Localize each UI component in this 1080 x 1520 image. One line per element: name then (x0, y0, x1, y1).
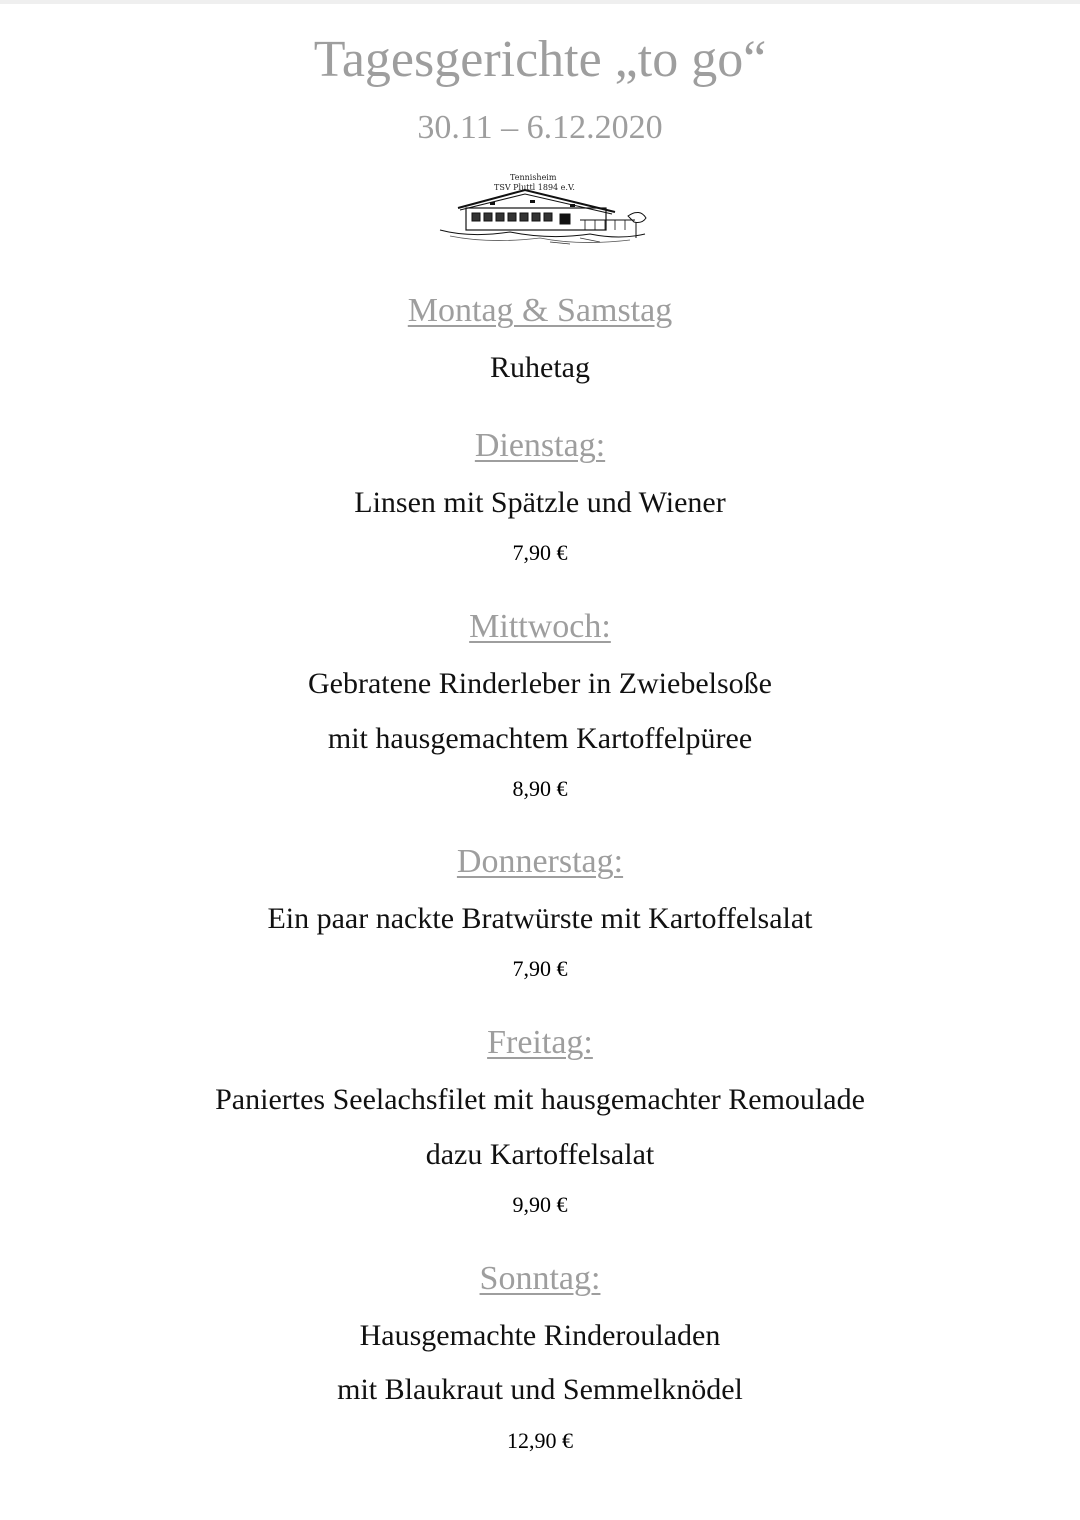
menu-date-range: 30.11 – 6.12.2020 (417, 109, 663, 146)
day-heading-donnerstag: Donnerstag: (456, 843, 624, 880)
menu-title: Tagesgerichte „to go“ (313, 31, 767, 88)
logo-text-line1: Tennisheim (510, 173, 557, 182)
price-label: 12,90 € (507, 1428, 573, 1453)
dish-line: Gebratene Rinderleber in Zwiebelsoße (308, 667, 772, 700)
day-heading-sonntag: Sonntag: (479, 1260, 601, 1297)
dish-line: dazu Kartoffelsalat (425, 1138, 655, 1171)
price-label: 9,90 € (512, 1192, 568, 1217)
logo-text-line2: TSV Pluttl 1894 e.V. (494, 183, 575, 192)
top-border (0, 0, 1080, 4)
dish-line: Ruhetag (490, 351, 590, 384)
clubhouse-logo (430, 168, 652, 250)
day-heading-dienstag: Dienstag: (474, 427, 606, 464)
day-heading-montag-samstag: Montag & Samstag (407, 292, 673, 329)
dish-line: mit hausgemachtem Kartoffelpüree (327, 722, 753, 755)
dish-line: Linsen mit Spätzle und Wiener (354, 486, 726, 519)
dish-line: Hausgemachte Rinderouladen (359, 1319, 721, 1352)
day-heading-mittwoch: Mittwoch: (469, 608, 611, 645)
price-label: 7,90 € (512, 540, 568, 565)
price-label: 8,90 € (512, 776, 568, 801)
dish-line: mit Blaukraut und Semmelknödel (337, 1373, 743, 1406)
price-label: 7,90 € (512, 956, 568, 981)
day-heading-freitag: Freitag: (487, 1024, 593, 1061)
dish-line: Ein paar nackte Bratwürste mit Kartoffelsalat (267, 902, 813, 935)
dish-line: Paniertes Seelachsfilet mit hausgemachter Remoulade (215, 1083, 865, 1116)
